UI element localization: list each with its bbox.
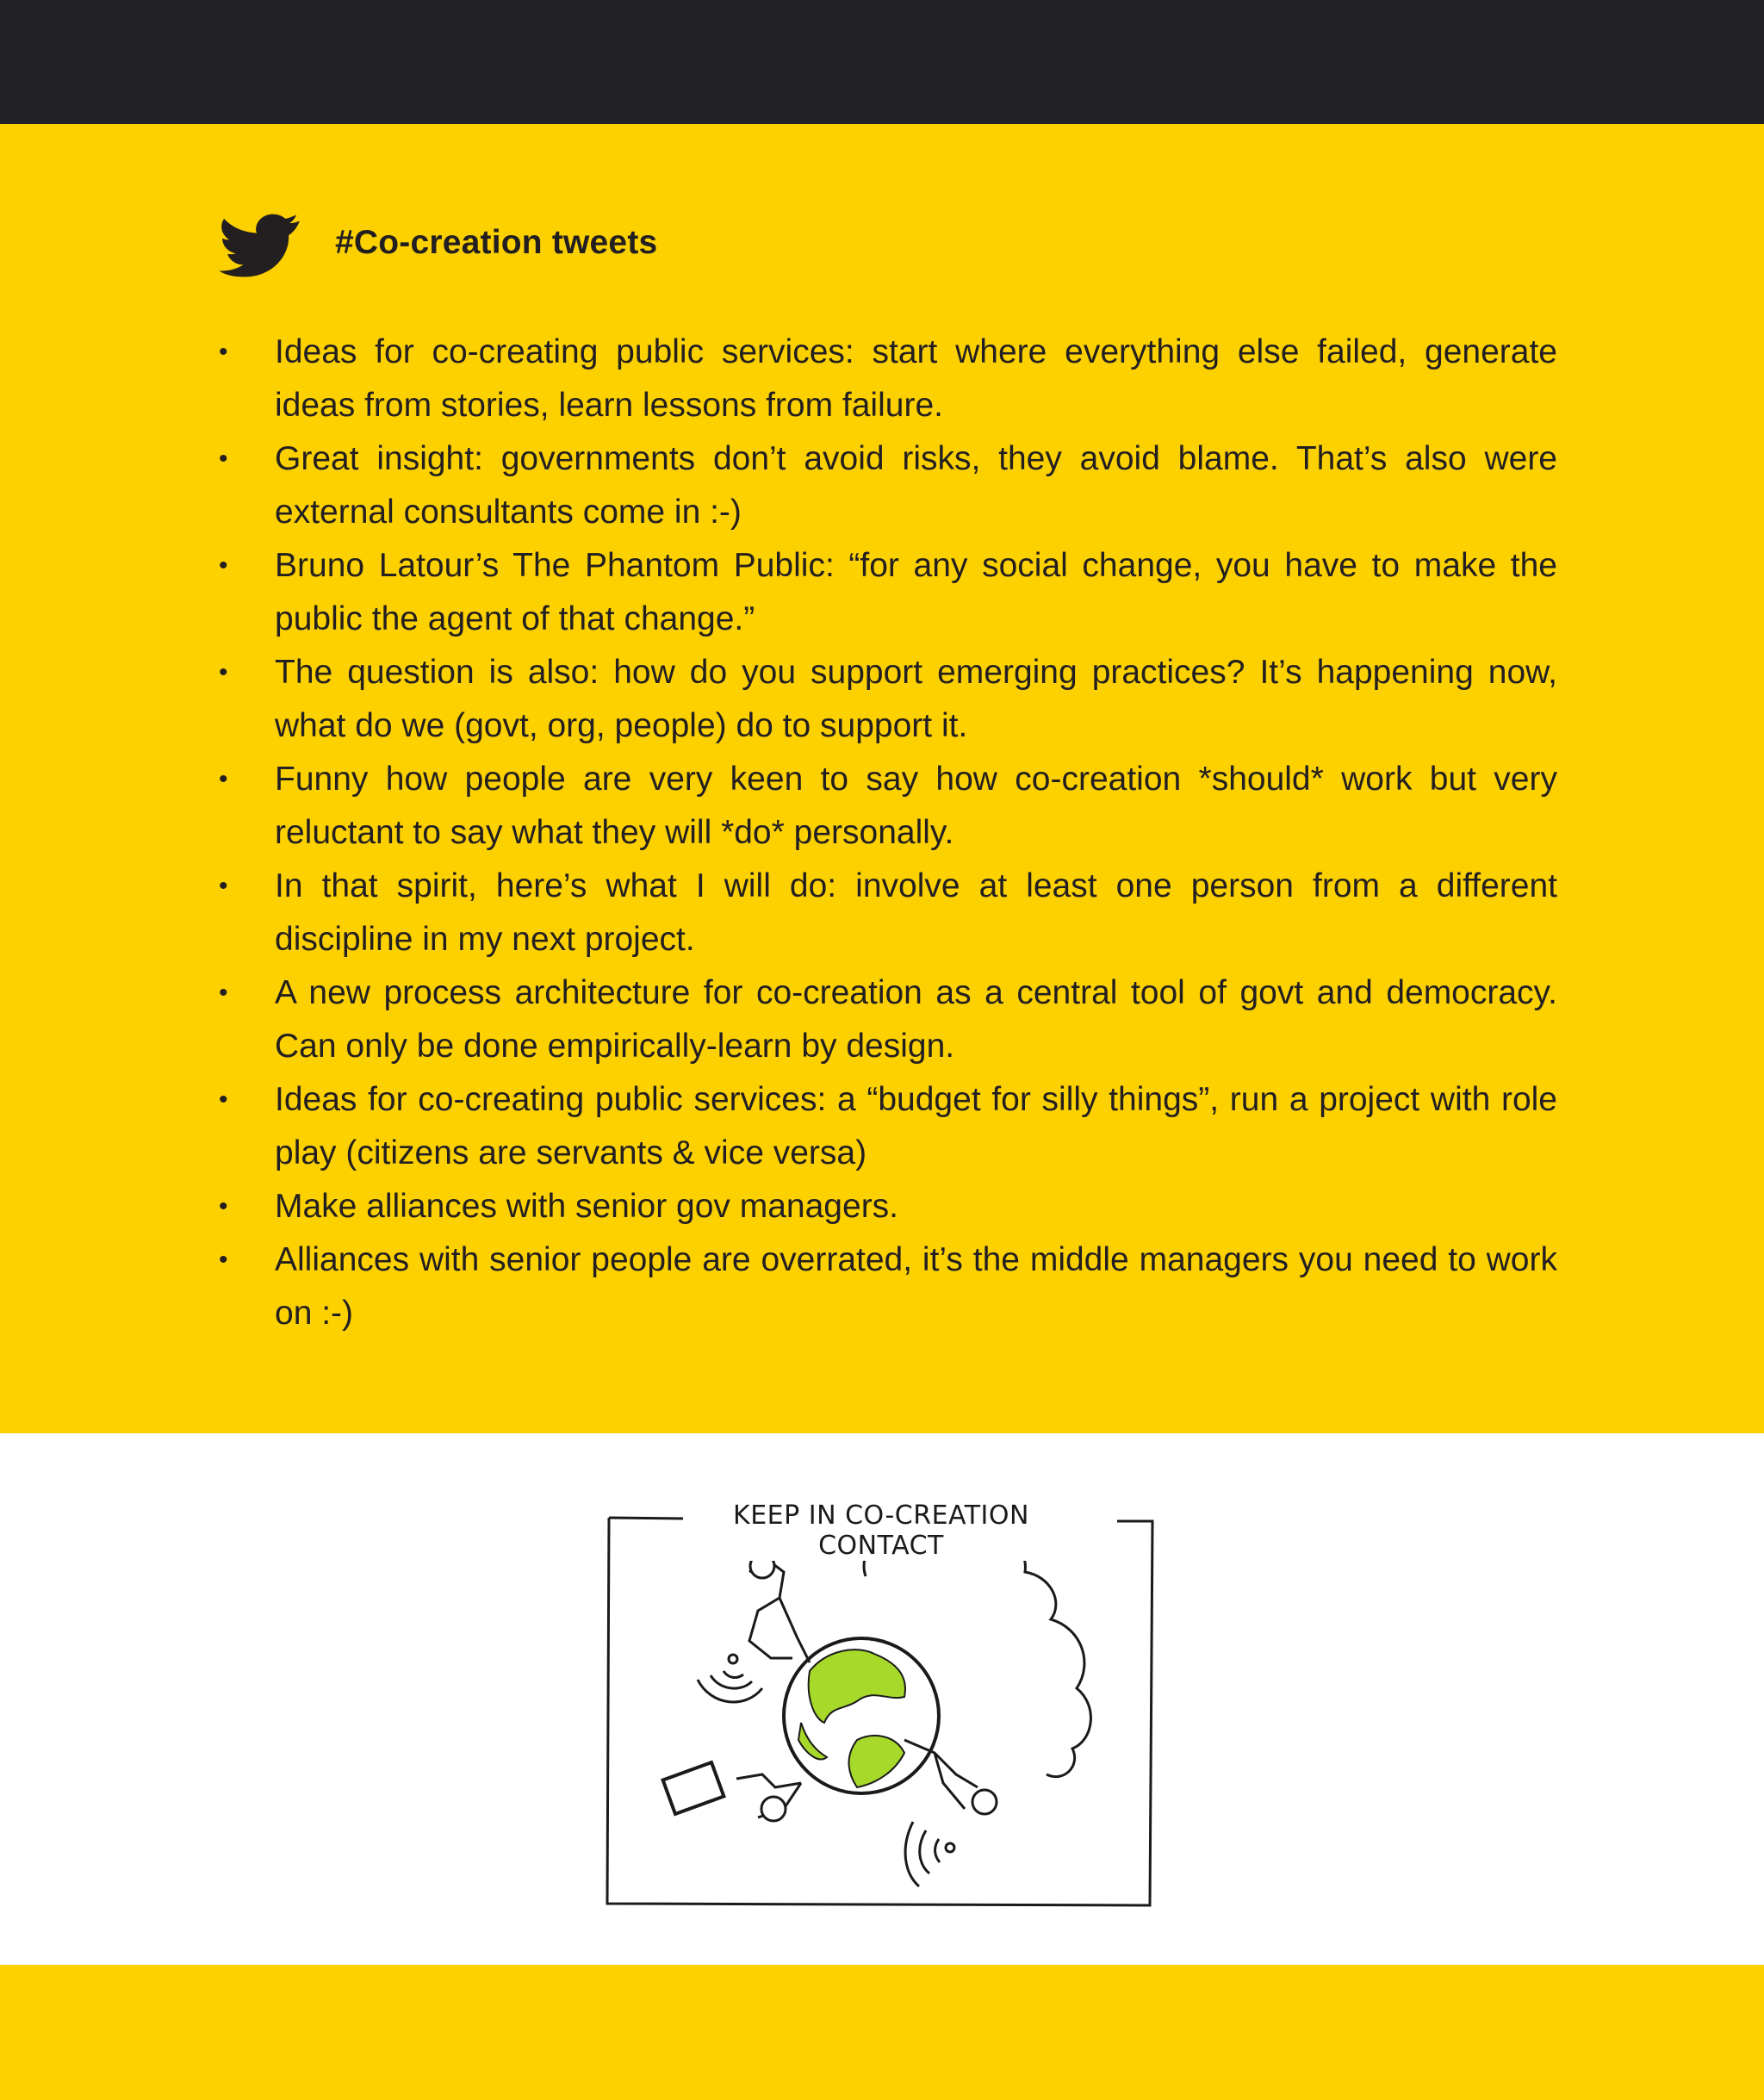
tweet-text: Ideas for co-creating public services: a “budget for silly things”, run a project with role play (citizens are servants & vice versa) [275, 1081, 1557, 1171]
bottom-bar [0, 1965, 1764, 2100]
tweet-item [219, 326, 1557, 432]
tweet-text: Great insight: governments don’t avoid risks, they avoid blame. That’s also were external consultants come in :-) [275, 440, 1557, 531]
bullet-icon: • [219, 1246, 228, 1274]
bullet-icon: • [219, 338, 228, 366]
tweet-item [219, 753, 1557, 860]
bullet-icon: • [219, 551, 228, 580]
tweet-item [219, 539, 1557, 646]
tweet-text: Bruno Latour’s The Phantom Public: “for any social change, you have to make the public the agent of that change.” [275, 547, 1557, 637]
bullet-icon: • [219, 658, 228, 687]
tweet-item [219, 646, 1557, 753]
tweet-item [219, 1180, 1557, 1233]
bullet-icon: • [219, 1085, 228, 1114]
tweet-item [219, 432, 1557, 539]
tweet-text: Make alliances with senior gov managers. [275, 1188, 899, 1225]
tweet-list [219, 326, 1557, 1340]
twitter-bird-icon [219, 212, 303, 279]
bullet-icon: • [219, 765, 228, 793]
tweet-item [219, 1233, 1557, 1340]
bullet-icon: • [219, 872, 228, 900]
tweet-text: In that spirit, here’s what I will do: involve at least one person from a different discipline in my next project. [275, 867, 1557, 958]
tweet-text: Alliances with senior people are overrated, it’s the middle managers you need to work on :-) [275, 1241, 1557, 1332]
top-bar [0, 0, 1764, 124]
tweet-text: The question is also: how do you support emerging practices? It’s happening now, what do we (govt, org, people) do to support it. [275, 654, 1557, 744]
tweet-text: Ideas for co-creating public services: start where everything else failed, generate ideas from stories, learn lessons from failure. [275, 333, 1557, 424]
bullet-icon: • [219, 444, 228, 473]
tweet-text: Funny how people are very keen to say how co-creation *should* work but very reluctant to say what they will *do* personally. [275, 761, 1557, 851]
illustration-title: KEEP IN CO-CREATION CONTACT [683, 1500, 1079, 1561]
section-heading: #Co-creation tweets [335, 224, 658, 261]
tweet-text: A new process architecture for co-creation as a central tool of govt and democracy. Can only be done empirically-learn by design. [275, 974, 1557, 1065]
bullet-icon: • [219, 1192, 228, 1221]
tweet-item [219, 1073, 1557, 1180]
tweet-item [219, 860, 1557, 966]
bullet-icon: • [219, 979, 228, 1007]
tweet-item [219, 966, 1557, 1073]
